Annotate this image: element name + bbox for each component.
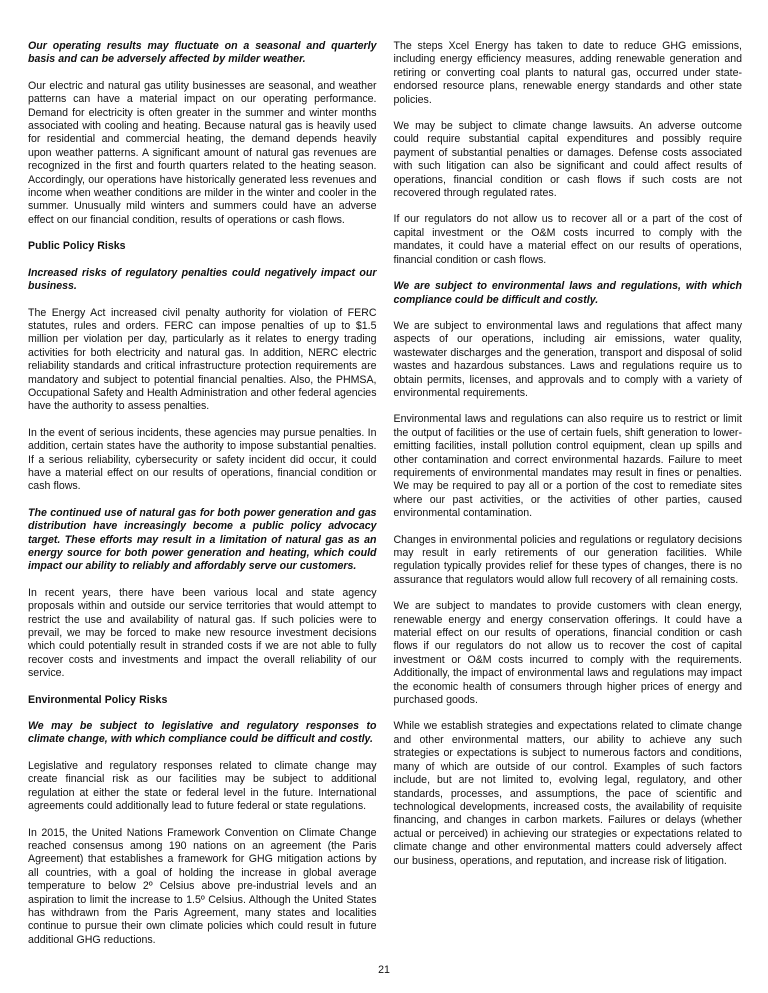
paragraph: If our regulators do not allow us to recover all or a part of the cost of capital investment or the O&M costs incurred to comply with the mandates, it could have a material effect on our results of operations, financial condition or cash flows. bbox=[393, 213, 742, 266]
page-number: 21 bbox=[378, 964, 390, 976]
paragraph: While we establish strategies and expectations related to climate change and other environmental matters, our ability to achieve any such strategies or expectations is subject to numerous factors and conditions, many of which are outside of our control. Examples of such factors include, but are not limited to, evolving legal, regulatory, and other standards, processes, and assumptions, the pace of scientific and technological developments, increased costs, the availability of requisite financing, and changes in carbon markets. Failures or delays (whether actual or perceived) in achieving our strategies or expectations related to climate change and other environmental matters could adversely affect our business, operations, and reputation, and increase risk of litigation. bbox=[393, 720, 742, 867]
right-column bbox=[394, 40, 743, 960]
risk-statement-heading: Our operating results may fluctuate on a seasonal and quarterly basis and can be adversely affected by milder weather. bbox=[28, 40, 377, 66]
section-heading: Public Policy Risks bbox=[28, 240, 126, 253]
risk-statement-heading: We may be subject to legislative and regulatory responses to climate change, with which compliance could be difficult and costly. bbox=[28, 720, 377, 746]
left-column bbox=[28, 40, 377, 960]
paragraph: Environmental laws and regulations can also require us to restrict or limit the output of facilities or the use of certain fuels, shift generation to lower-emitting facilities, install pollution control equipment, clean up spills and other contamination and correct environmental hazards. Failure to meet requirements of environmental mandates may result in fines or penalties. We may be required to pay all or a portion of the cost to remediate sites where our past activities, or the activities of other parties, caused environmental contamination. bbox=[393, 413, 742, 520]
paragraph: In the event of serious incidents, these agencies may pursue penalties. In addition, certain states have the authority to impose substantial penalties. If a serious reliability, cybersecurity or safety incident did occur, it could have a material effect on our results of operations, financial condition or cash flows. bbox=[28, 426, 377, 493]
paragraph: Our electric and natural gas utility businesses are seasonal, and weather patterns can have a material impact on our operating performance. Demand for electricity is often greater in the summer and winter months associated with cooling and heating. Because natural gas is heavily used for residential and commercial heating, the demand depends heavily upon weather patterns. A significant amount of natural gas revenues are recognized in the first and fourth quarters related to the heating season. Accordingly, our operations have historically generated less revenues and income when weather conditions are milder in the winter and cooler in the summer. Unusually mild winters and summers could have an adverse effect on our financial condition, results of operations or cash flows. bbox=[28, 79, 377, 226]
paragraph: We are subject to mandates to provide customers with clean energy, renewable energy and energy conservation offerings. It could have a material effect on our results of operations, financial condition or cash flows if our regulators do not allow us to recover the cost of capital investment or O&M costs incurred to comply with the requirements. Additionally, the impact of environmental laws and regulations may impact the economic health of consumers through higher prices of energy and purchased goods. bbox=[393, 600, 742, 707]
paragraph: In 2015, the United Nations Framework Convention on Climate Change reached consensus among 190 nations on an agreement (the Paris Agreement) that establishes a framework for GHG mitigation actions by all countries, with a goal of holding the increase in global average temperature to below 2º Celsius above pre-industrial levels and an aspiration to limit the increase to 1.5º Celsius. Although the United States has withdrawn from the Paris Agreement, many states and localities continue to pursue their own climate policies which could result in future additional GHG reductions. bbox=[28, 826, 377, 946]
paragraph: Changes in environmental policies and regulations or regulatory decisions may result in early retirements of our generation facilities. While regulation typically provides relief for these types of changes, there is no assurance that regulators would allow full recovery of all remaining costs. bbox=[393, 533, 742, 586]
paragraph: Legislative and regulatory responses related to climate change may create financial risk as our facilities may be subject to additional regulation at either the state or federal level in the future. International agreements could additionally lead to future federal or state regulations. bbox=[28, 759, 377, 813]
paragraph: The steps Xcel Energy has taken to date to reduce GHG emissions, including energy efficiency measures, adding renewable generation and retiring or converting coal plants to natural gas, occurred under state-endorsed resource plans, renewable energy standards and other state policies. bbox=[393, 40, 742, 106]
risk-statement-heading: Increased risks of regulatory penalties could negatively impact our business. bbox=[28, 266, 377, 293]
risk-statement-heading: The continued use of natural gas for both power generation and gas distribution have increasingly become a public policy advocacy target. These efforts may result in a limitation of natural gas as an energy source for both power generation and heating, which could impact our ability to reliably and affordably serve our customers. bbox=[28, 506, 377, 573]
paragraph: We are subject to environmental laws and regulations that affect many aspects of our operations, including air emissions, water quality, wastewater discharges and the generation, transport and disposal of solid wastes and hazardous substances. Laws and regulations require us to obtain permits, licenses, and approvals and to comply with a variety of environmental requirements. bbox=[393, 319, 742, 399]
risk-statement-heading: We are subject to environmental laws and regulations, with which compliance could be difficult and costly. bbox=[393, 280, 742, 306]
two-column-layout bbox=[28, 40, 742, 960]
section-heading: Environmental Policy Risks bbox=[28, 693, 168, 706]
paragraph: We may be subject to climate change lawsuits. An adverse outcome could require substantial capital expenditures and possibly require payment of substantial penalties or damages. Defense costs associated with such litigation can also be significant and could affect results of operations, financial condition or cash flows if such costs are not recovered through regulated rates. bbox=[393, 120, 742, 200]
paragraph: The Energy Act increased civil penalty authority for violation of FERC statutes, rules and orders. FERC can impose penalties of up to $1.5 million per violation per day, particularly as it relates to energy trading activities for both electricity and natural gas. In addition, NERC electric reliability standards and critical infrastructure protection requirements are mandatory and subject to potential financial penalties. Also, the PHMSA, Occupational Safety and Health Administration and other federal agencies have the authority to assess penalties. bbox=[28, 306, 377, 413]
paragraph: In recent years, there have been various local and state agency proposals within and outside our service territories that would attempt to restrict the use and availability of natural gas. If such policies were to prevail, we may be forced to make new resource investment decisions which could potentially result in stranded costs if we are not able to fully recover costs and investments and impact the overall reliability of our service. bbox=[28, 586, 377, 680]
